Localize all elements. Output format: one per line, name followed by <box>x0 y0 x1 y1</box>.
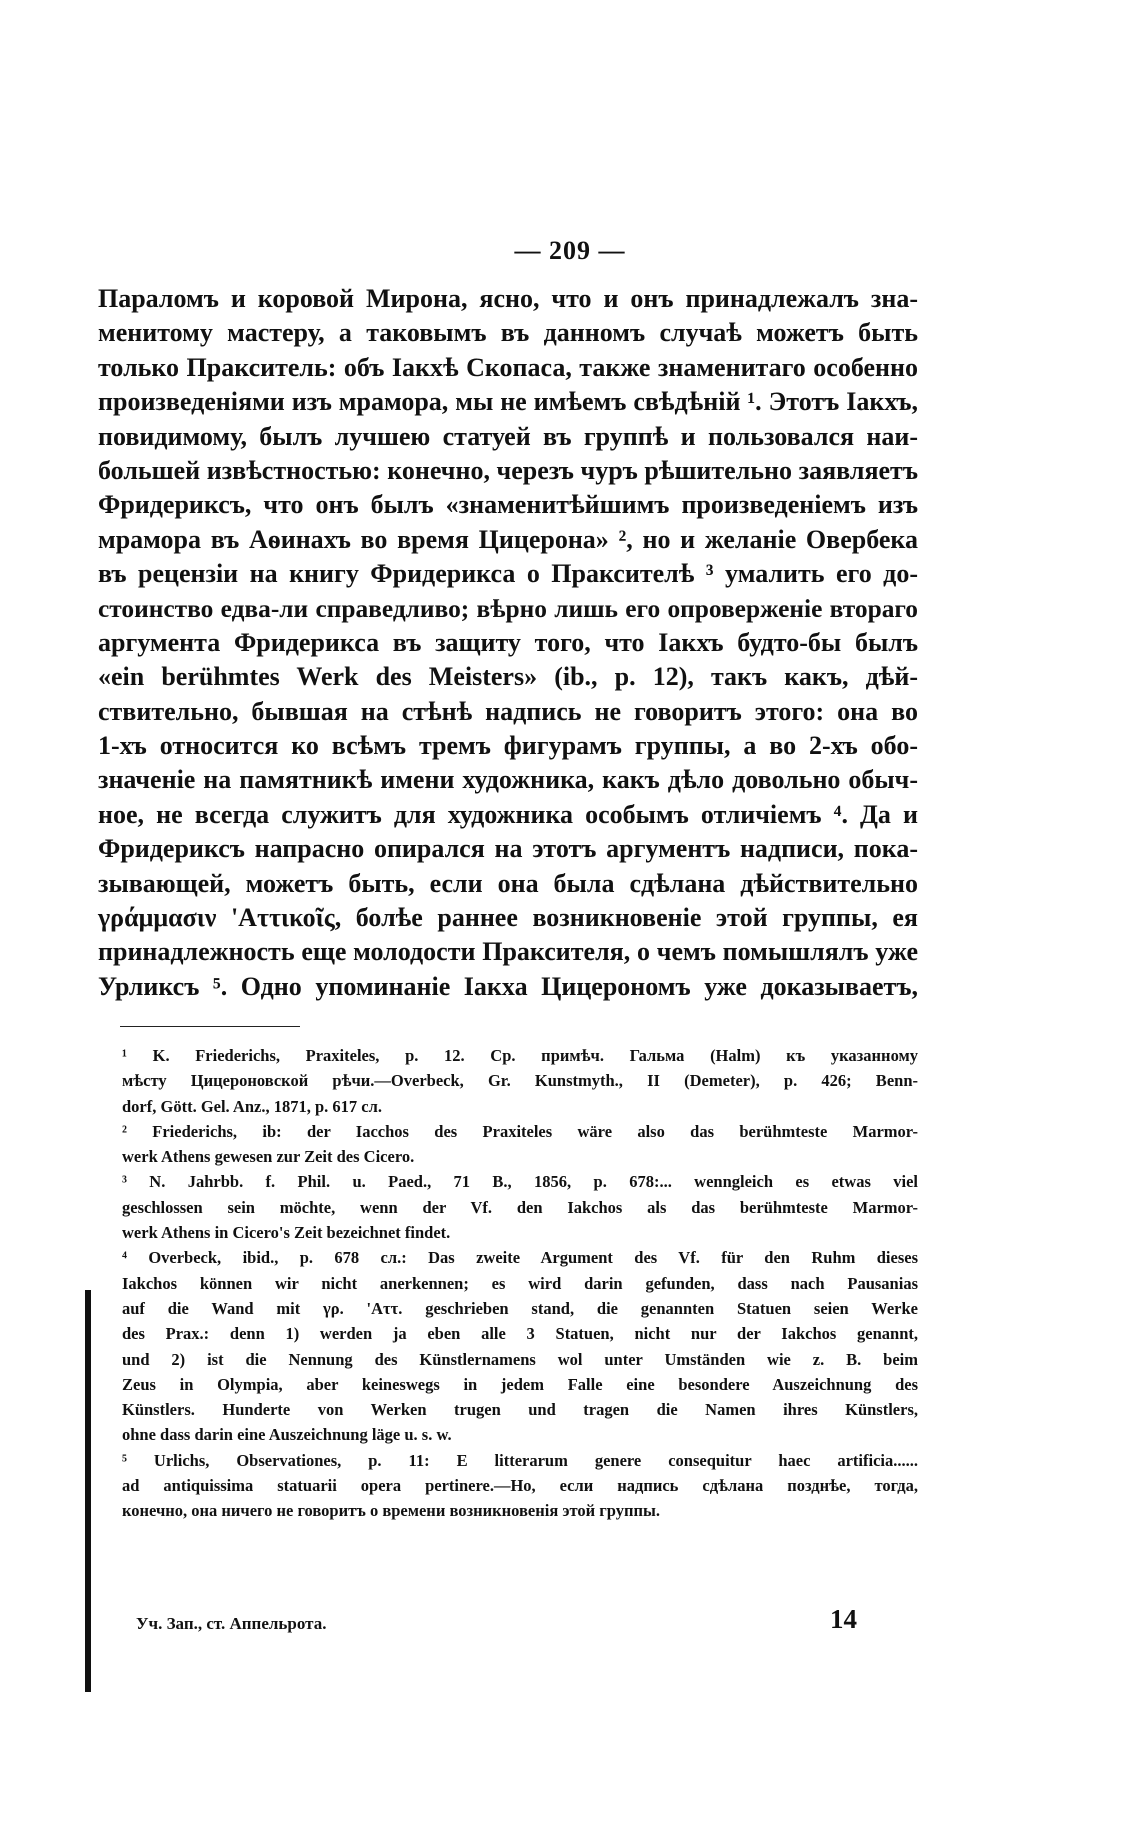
signature-mark: Уч. Зап., ст. Аппельрота. <box>136 1614 327 1633</box>
text-line: 1-хъ относится ко всѣмъ тремъ фигурамъ группы, а во 2-хъ обо- <box>98 731 918 761</box>
text-line: Фридериксъ напрасно опирался на этотъ аргументъ надписи, пока- <box>98 834 918 864</box>
binding-edge-mark <box>85 1290 91 1692</box>
footnote-line: ⁵ Urlichs, Observationes, p. 11: E litterarum genere consequitur haec artificia...... <box>122 1450 918 1470</box>
text-line: повидимому, былъ лучшею статуей въ группѣ и пользовался наи- <box>98 421 918 451</box>
footnote-line: ⁴ Overbeck, ibid., p. 678 сл.: Das zweite Argument des Vf. für den Ruhm dieses <box>122 1248 918 1268</box>
footnote-line: ² Friederichs, ib: der Iacchos des Praxiteles wäre also das berühmteste Marmor- <box>122 1121 918 1141</box>
footnotes <box>122 1043 918 1524</box>
text-line: аргумента Фридерикса въ защиту того, что Іакхъ будто-бы былъ <box>98 627 918 657</box>
text-line: Фридериксъ, что онъ былъ «знаменитѣйшимъ произведеніемъ изъ <box>98 490 918 520</box>
footnote-line: des Prax.: denn 1) werden ja eben alle 3 Statuen, nicht nur der Iakchos genannt, <box>122 1324 918 1344</box>
text-line: зывающей, можетъ быть, если она была сдѣлана дѣйствительно <box>98 868 918 898</box>
footnote-line: ohne dass darin eine Auszeichnung läge u. s. w. <box>122 1425 452 1445</box>
footnote-line: мѣсту Цицероновской рѣчи.—Overbeck, Gr. Kunstmyth., II (Demeter), p. 426; Benn- <box>122 1071 918 1091</box>
text-line: большей извѣстностью: конечно, черезъ чуръ рѣшительно заявляетъ <box>98 455 918 485</box>
text-line: принадлежность еще молодости Праксителя, о чемъ помышлялъ уже <box>98 937 918 967</box>
text-line: значеніе на памятникѣ имени художника, какъ дѣло довольно обыч- <box>98 765 918 795</box>
text-line: стоинство едва-ли справедливо; вѣрно лишь его опроверженіе втораго <box>98 594 918 623</box>
text-line: только Пракситель: объ Іакхѣ Скопаса, также знаменитаго особенно <box>98 352 918 382</box>
text-line: Урликсъ ⁵. Одно упоминаніе Іакха Цицерономъ уже доказываетъ, <box>98 971 918 1001</box>
main-text <box>98 282 918 1004</box>
text-line: ствительно, бывшая на стѣнѣ надпись не говоритъ этого: она во <box>98 696 918 726</box>
page-number: — 209 — <box>514 236 626 265</box>
footnote-line: конечно, она ничего не говоритъ о времени возникновенія этой группы. <box>122 1501 660 1521</box>
footnote-line: Künstlers. Hunderte von Werken trugen und tragen die Namen ihres Künstlers, <box>122 1400 918 1420</box>
text-line: ное, не всегда служитъ для художника особымъ отличіемъ ⁴. Да и <box>98 799 918 829</box>
footnote-line: und 2) ist die Nennung des Künstlernamens wol unter Umständen wie z. B. beim <box>122 1349 918 1369</box>
footnote-divider <box>120 1026 300 1027</box>
text-line: произведеніями изъ мрамора, мы не имѣемъ свѣдѣній ¹. Этотъ Іакхъ, <box>98 387 918 417</box>
footnote-line: werk Athens gewesen zur Zeit des Cicero. <box>122 1147 415 1167</box>
text-line: Параломъ и коровой Мирона, ясно, что и онъ принадлежалъ зна- <box>98 284 918 313</box>
sheet-number: 14 <box>830 1604 857 1634</box>
footnote-line: ³ N. Jahrbb. f. Phil. u. Paed., 71 B., 1856, p. 678:... wenngleich es etwas viel <box>122 1172 918 1192</box>
text-line: «ein berühmtes Werk des Meisters» (ib., p. 12), такъ какъ, дѣй- <box>98 662 918 692</box>
text-line: мрамора въ Аѳинахъ во время Цицерона» ², но и желаніе Овербека <box>98 524 918 554</box>
text-line: менитому мастеру, а таковымъ въ данномъ случаѣ можетъ быть <box>98 318 918 348</box>
footnote-line: Iakchos können wir nicht anerkennen; es wird darin gefunden, dass nach Pausanias <box>122 1273 918 1293</box>
text-line: γράμμασιν 'Αττικοῖς, болѣе раннее возникновеніе этой группы, ея <box>98 903 918 933</box>
footnote-line: ad antiquissima statuarii opera pertinere.—Но, если надпись сдѣлана позднѣе, тогда, <box>122 1476 918 1496</box>
footnote-line: dorf, Gött. Gel. Anz., 1871, p. 617 сл. <box>122 1096 382 1116</box>
footnote-line: ¹ K. Friederichs, Praxiteles, p. 12. Ср. примѣч. Гальма (Halm) къ указанному <box>122 1046 918 1065</box>
footnote-line: auf die Wand mit γρ. 'Αττ. geschrieben stand, die genannten Statuen seien Werke <box>122 1298 918 1318</box>
text-line: въ рецензіи на книгу Фридерикса о Праксителѣ ³ умалить его до- <box>98 559 918 589</box>
footnote-line: werk Athens in Cicero's Zeit bezeichnet findet. <box>122 1223 451 1243</box>
footnote-line: Zeus in Olympia, aber keineswegs in jedem Falle eine besondere Auszeichnung des <box>122 1374 918 1394</box>
footnote-line: geschlossen sein möchte, wenn der Vf. den Iakchos als das berühmteste Marmor- <box>122 1197 918 1217</box>
